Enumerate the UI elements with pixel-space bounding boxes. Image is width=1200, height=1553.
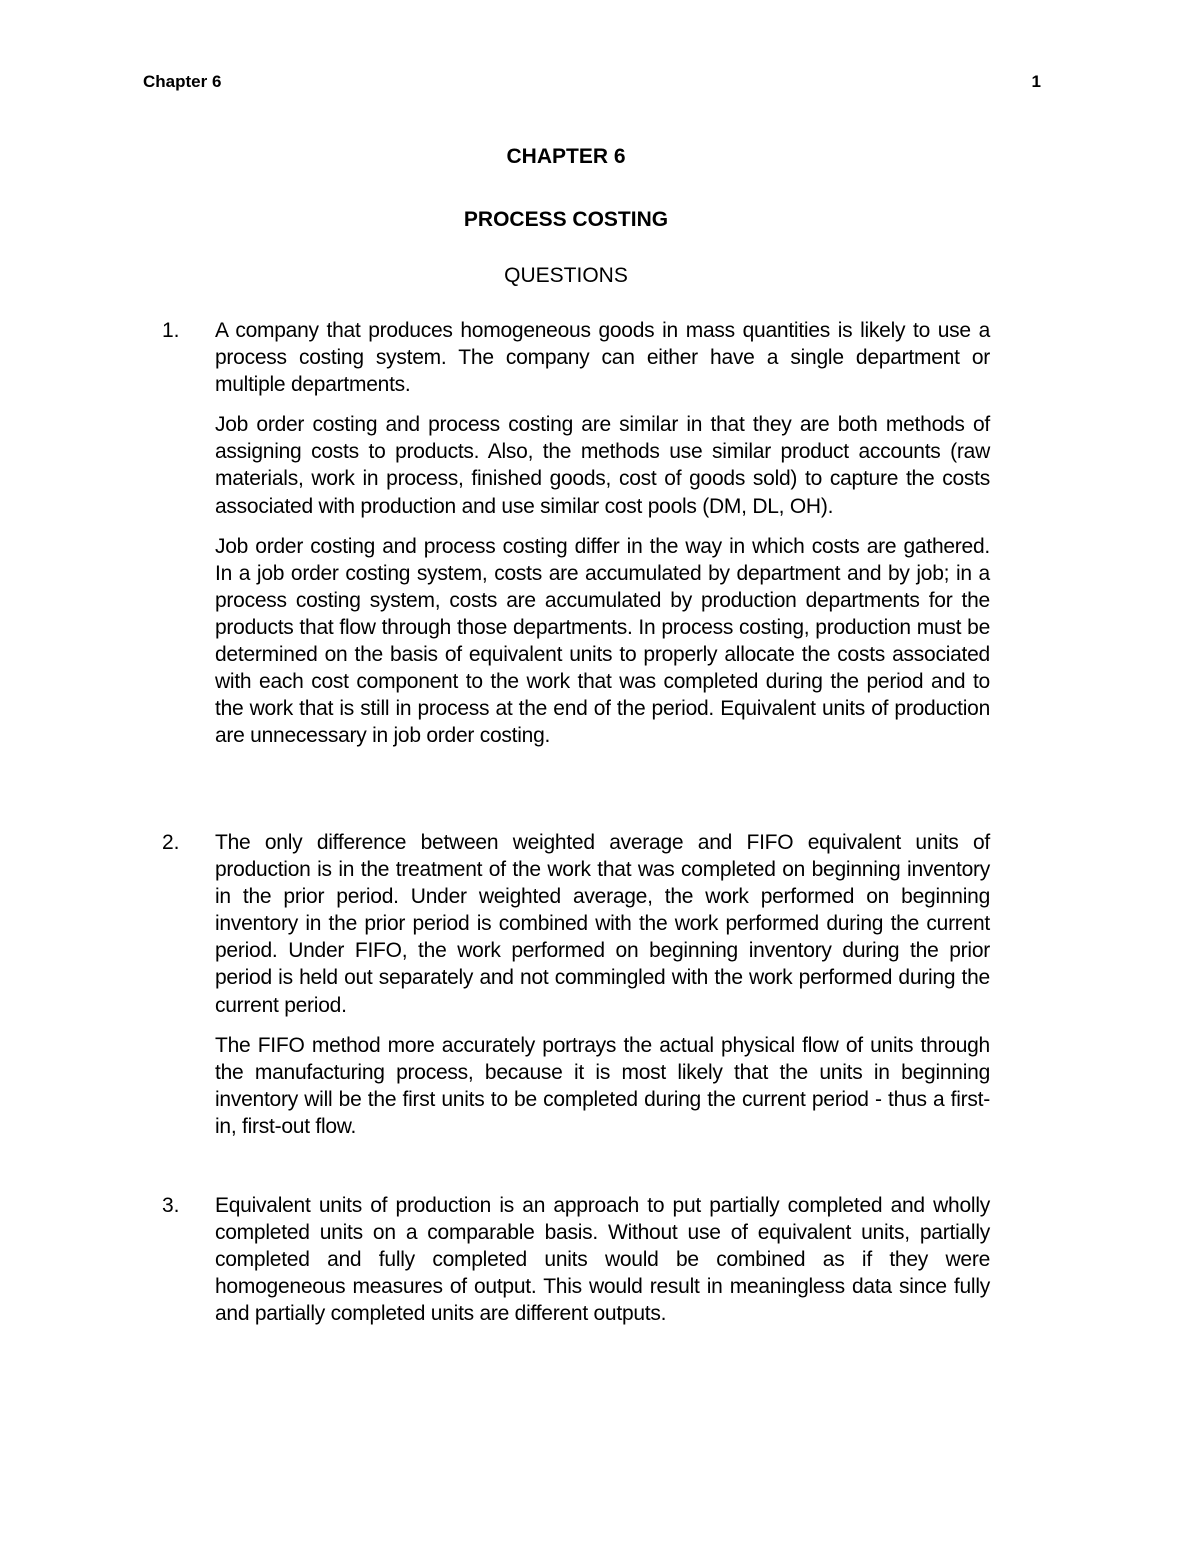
question-body xyxy=(215,1192,990,1340)
question-body xyxy=(215,317,990,762)
answer-paragraph: Job order costing and process costing are similar in that they are both methods of assigning costs to products. Also, the methods use similar product accounts (raw materials, work in process, finished goods, cost of goods sold) to capture the costs associated with production and use similar cost pools (DM, DL, OH). xyxy=(215,413,990,518)
chapter-title: CHAPTER 6 xyxy=(506,145,626,168)
answer-paragraph: A company that produces homogeneous goods in mass quantities is likely to use a process costing system. The company can either have a single department or multiple departments. xyxy=(215,319,990,397)
answer-paragraph: The FIFO method more accurately portrays the actual physical flow of units through the manufacturing process, because it is most likely that the units in beginning inventory will be the first units to be completed during the current period - thus a first-in, first-out flow. xyxy=(215,1033,990,1138)
question-number: 2. xyxy=(162,831,180,854)
question-body xyxy=(215,829,990,1153)
question-number: 1. xyxy=(162,319,180,342)
question-number: 3. xyxy=(162,1194,180,1217)
header-chapter-label: Chapter 6 xyxy=(143,72,222,91)
section-title: PROCESS COSTING xyxy=(463,208,669,231)
answer-paragraph: Equivalent units of production is an approach to put partially completed and wholly completed units on a comparable basis. Without use of equivalent units, partially completed and fully completed units would be combined as if they were homogeneous measures of output. This would result in meaningless data since fully and partially completed units are different outputs. xyxy=(215,1194,990,1326)
page-number: 1 xyxy=(1031,72,1041,91)
answer-paragraph: The only difference between weighted average and FIFO equivalent units of production is in the treatment of the work that was completed on beginning inventory in the prior period. Under weighted average, the work performed on beginning inventory in the prior period is combined with the work performed during the current period. Under FIFO, the work performed on beginning inventory during the prior period is held out separately and not commingled with the work performed during the current period. xyxy=(215,831,990,1017)
questions-heading: QUESTIONS xyxy=(504,264,628,287)
answer-paragraph: Job order costing and process costing differ in the way in which costs are gathered. In a job order costing system, costs are accumulated by department and by job; in a process costing system, costs are accumulated by production departments for the products that flow through those departments. In process costing, production must be determined on the basis of equivalent units to properly allocate the costs associated with each cost component to the work that was completed during the period and to the work that is still in process at the end of the period. Equivalent units of production are unnecessary in job order costing. xyxy=(215,534,990,748)
running-header xyxy=(143,72,1043,96)
